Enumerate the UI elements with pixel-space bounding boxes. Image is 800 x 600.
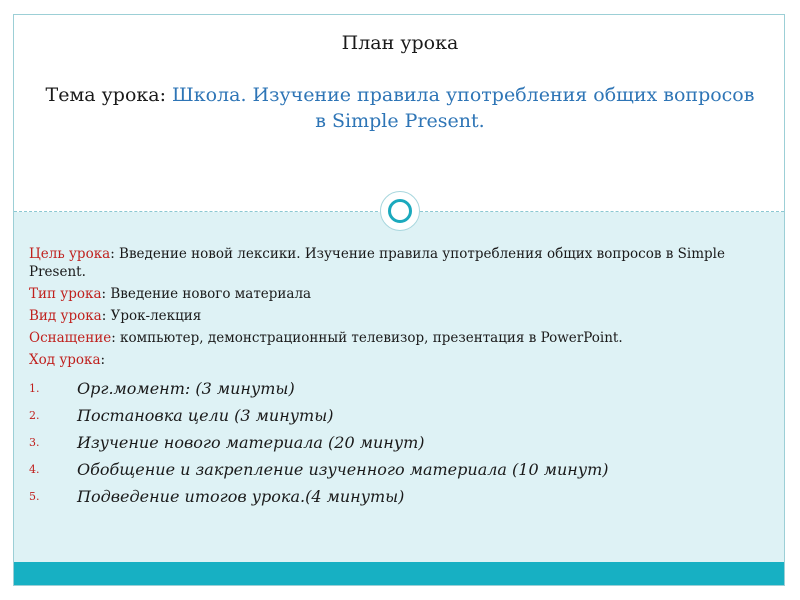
- detail-goal: [29, 245, 769, 281]
- detail-label: Ход урока: [29, 352, 101, 368]
- detail-text: : компьютер, демонстрационный телевизор, презентация в PowerPoint.: [111, 330, 623, 346]
- detail-label: Оснащение: [29, 330, 112, 346]
- lesson-topic: [40, 82, 760, 134]
- list-item: [29, 483, 769, 510]
- detail-label: Цель урока: [29, 246, 111, 262]
- lesson-details: [29, 245, 769, 510]
- detail-text: : Введение нового материала: [101, 286, 312, 302]
- step-text: Постановка цели (3 минуты): [77, 406, 334, 425]
- detail-type: [29, 285, 769, 303]
- step-number: 3.: [29, 436, 40, 449]
- step-text: Обобщение и закрепление изученного материала (10 минут): [77, 460, 609, 479]
- detail-label: Вид урока: [29, 308, 102, 324]
- step-number: 2.: [29, 409, 40, 422]
- step-number: 4.: [29, 463, 40, 476]
- topic-text: Школа. Изучение правила употребления общих вопросов в Simple Present.: [172, 84, 755, 132]
- detail-text: : Урок-лекция: [101, 308, 202, 324]
- page-title: План урока: [341, 32, 459, 54]
- detail-kind: [29, 307, 769, 325]
- list-item: [29, 402, 769, 429]
- lesson-steps: [29, 375, 769, 510]
- detail-equipment: [29, 329, 769, 347]
- detail-text: :: [100, 352, 106, 368]
- detail-progress: [29, 351, 769, 369]
- detail-label: Тип урока: [29, 286, 102, 302]
- step-number: 5.: [29, 490, 40, 503]
- step-text: Изучение нового материала (20 минут): [77, 433, 425, 452]
- list-item: [29, 429, 769, 456]
- step-number: 1.: [29, 382, 40, 395]
- circle-ornament-icon: [380, 191, 420, 231]
- circle-ring: [388, 199, 412, 223]
- step-text: Орг.момент: (3 минуты): [77, 379, 295, 398]
- detail-text: : Введение новой лексики. Изучение правила употребления общих вопросов в Simple Present.: [29, 246, 725, 280]
- title-block: [40, 30, 760, 134]
- step-text: Подведение итогов урока.(4 минуты): [77, 487, 405, 506]
- list-item: [29, 456, 769, 483]
- topic-label: Тема урока:: [45, 84, 173, 106]
- list-item: [29, 375, 769, 402]
